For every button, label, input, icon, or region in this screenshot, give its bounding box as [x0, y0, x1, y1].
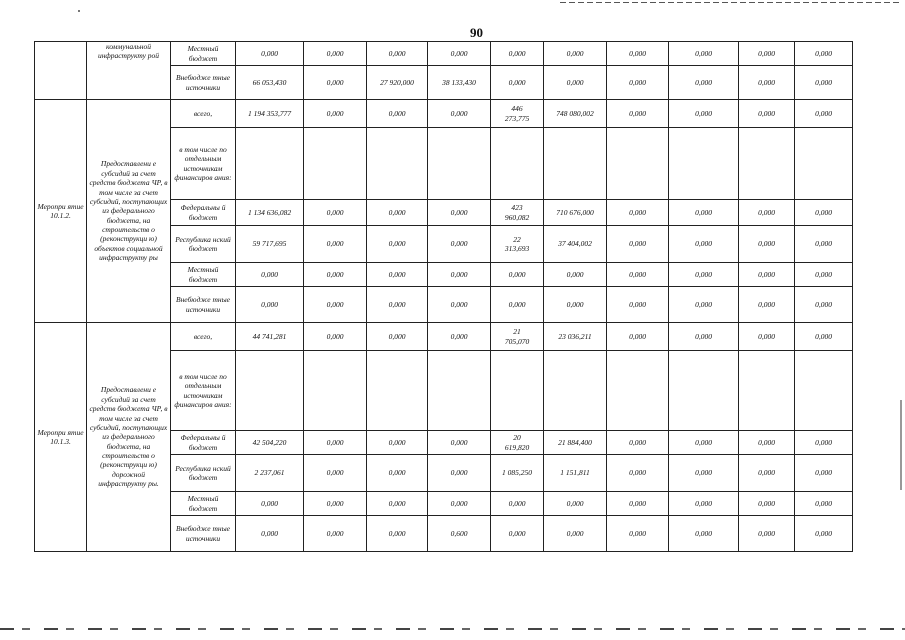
value-cell: 0,000 — [367, 200, 428, 226]
value-cell: 0,000 — [304, 66, 367, 100]
funding-source-cell: Федеральны й бюджет — [171, 200, 236, 226]
value-cell: 0,000 — [304, 200, 367, 226]
value-cell: 0,000 — [428, 323, 491, 351]
value-cell: 0,000 — [544, 263, 607, 287]
scan-artifact-top — [560, 2, 900, 3]
funding-source-cell: Внебюдже тные источники — [171, 516, 236, 552]
page-number: 90 — [470, 25, 483, 40]
value-cell: 0,000 — [304, 100, 367, 128]
value-cell: 0,000 — [428, 492, 491, 516]
value-cell: 0,000 — [669, 66, 739, 100]
value-cell: 42 504,220 — [236, 431, 304, 455]
value-cell: 0,000 — [795, 263, 853, 287]
value-cell: 0,000 — [739, 66, 795, 100]
value-cell: 0,000 — [367, 226, 428, 263]
value-cell: 0,000 — [795, 287, 853, 323]
value-cell: 27 920,000 — [367, 66, 428, 100]
value-cell: 0,000 — [795, 431, 853, 455]
value-cell: 0,000 — [607, 287, 669, 323]
value-cell: 423 960,082 — [491, 200, 544, 226]
value-cell: 22 313,693 — [491, 226, 544, 263]
value-cell: 0,000 — [304, 287, 367, 323]
value-cell — [236, 351, 304, 431]
table-row — [35, 323, 853, 351]
value-cell: 21 884,400 — [544, 431, 607, 455]
value-cell: 0,000 — [491, 263, 544, 287]
funding-table — [34, 41, 853, 552]
value-cell: 0,000 — [428, 200, 491, 226]
value-cell — [367, 128, 428, 200]
value-cell: 0,000 — [491, 42, 544, 66]
value-cell: 0,000 — [795, 100, 853, 128]
description-cell: Предоставлени е субсидий за счет средств бюджета ЧР, в том числе за счет субсидий, поступающих из федерального бюджета, на строительств о (реконструкци ю) объектов социальной инфраструкту ры — [87, 100, 171, 323]
value-cell: 1 134 636,082 — [236, 200, 304, 226]
value-cell: 0,000 — [607, 226, 669, 263]
value-cell: 0,000 — [367, 516, 428, 552]
value-cell: 710 676,000 — [544, 200, 607, 226]
value-cell: 66 053,430 — [236, 66, 304, 100]
value-cell — [304, 351, 367, 431]
value-cell: 0,000 — [428, 455, 491, 492]
value-cell: 0,600 — [428, 516, 491, 552]
value-cell: 0,000 — [669, 287, 739, 323]
value-cell: 0,000 — [607, 455, 669, 492]
value-cell: 1 085,250 — [491, 455, 544, 492]
value-cell: 0,000 — [428, 263, 491, 287]
table-row — [35, 42, 853, 66]
value-cell: 38 133,430 — [428, 66, 491, 100]
value-cell: 0,000 — [607, 492, 669, 516]
value-cell: 0,000 — [739, 263, 795, 287]
value-cell: 0,000 — [236, 516, 304, 552]
value-cell — [739, 351, 795, 431]
value-cell: 0,000 — [304, 455, 367, 492]
value-cell: 0,000 — [739, 287, 795, 323]
value-cell: 20 619,820 — [491, 431, 544, 455]
activity-cell: Меропри ятие 10.1.2. — [35, 100, 87, 323]
description-cell: коммунальной инфраструкту рой — [87, 42, 171, 100]
value-cell — [795, 351, 853, 431]
value-cell: 0,000 — [739, 100, 795, 128]
value-cell: 0,000 — [367, 323, 428, 351]
value-cell: 0,000 — [236, 42, 304, 66]
value-cell: 0,000 — [739, 323, 795, 351]
value-cell: 0,000 — [669, 323, 739, 351]
value-cell: 0,000 — [304, 516, 367, 552]
value-cell — [544, 128, 607, 200]
value-cell: 0,000 — [544, 516, 607, 552]
value-cell: 0,000 — [795, 66, 853, 100]
value-cell: 0,000 — [428, 431, 491, 455]
value-cell — [669, 128, 739, 200]
value-cell: 1 194 353,777 — [236, 100, 304, 128]
value-cell — [669, 351, 739, 431]
value-cell: 0,000 — [669, 100, 739, 128]
scan-artifact-bottom — [0, 628, 905, 630]
value-cell: 0,000 — [544, 66, 607, 100]
value-cell: 0,000 — [669, 492, 739, 516]
value-cell: 0,000 — [544, 492, 607, 516]
funding-source-cell: в том числе по отдельным источникам финансиров ания: — [171, 128, 236, 200]
value-cell: 0,000 — [607, 100, 669, 128]
value-cell — [428, 128, 491, 200]
value-cell — [236, 128, 304, 200]
value-cell: 0,000 — [795, 492, 853, 516]
funding-source-cell: Республика нский бюджет — [171, 226, 236, 263]
value-cell: 0,000 — [304, 323, 367, 351]
funding-source-cell: в том числе по отдельным источникам финансиров ания: — [171, 351, 236, 431]
value-cell: 0,000 — [669, 42, 739, 66]
description-cell: Предоставлени е субсидий за счет средств бюджета ЧР, в том числе за счет субсидий, поступающих из федерального бюджета, на строительств о (реконструкци ю) дорожной инфраструкту ры. — [87, 323, 171, 552]
value-cell — [491, 351, 544, 431]
value-cell: 0,000 — [304, 492, 367, 516]
value-cell: 21 705,070 — [491, 323, 544, 351]
value-cell: 0,000 — [428, 287, 491, 323]
value-cell: 446 273,775 — [491, 100, 544, 128]
funding-source-cell: Местный бюджет — [171, 42, 236, 66]
funding-source-cell: Внебюдже тные источники — [171, 287, 236, 323]
funding-source-cell: Местный бюджет — [171, 492, 236, 516]
funding-source-cell: всего, — [171, 323, 236, 351]
value-cell: 0,000 — [544, 287, 607, 323]
value-cell: 0,000 — [367, 431, 428, 455]
value-cell: 0,000 — [739, 455, 795, 492]
value-cell: 0,000 — [795, 516, 853, 552]
value-cell: 0,000 — [367, 287, 428, 323]
value-cell: 0,000 — [491, 66, 544, 100]
value-cell: 0,000 — [669, 455, 739, 492]
value-cell: 0,000 — [304, 226, 367, 263]
value-cell: 0,000 — [607, 200, 669, 226]
value-cell: 0,000 — [739, 431, 795, 455]
scan-artifact-dot — [78, 10, 80, 12]
value-cell: 0,000 — [304, 431, 367, 455]
funding-source-cell: Федеральны й бюджет — [171, 431, 236, 455]
funding-source-cell: всего, — [171, 100, 236, 128]
value-cell: 0,000 — [739, 200, 795, 226]
value-cell — [491, 128, 544, 200]
value-cell: 0,000 — [739, 492, 795, 516]
value-cell — [607, 351, 669, 431]
value-cell: 0,000 — [669, 200, 739, 226]
value-cell: 0,000 — [669, 226, 739, 263]
value-cell: 0,000 — [491, 516, 544, 552]
value-cell: 0,000 — [367, 455, 428, 492]
value-cell: 748 080,002 — [544, 100, 607, 128]
value-cell: 0,000 — [428, 226, 491, 263]
value-cell: 0,000 — [607, 42, 669, 66]
value-cell: 37 404,002 — [544, 226, 607, 263]
value-cell — [428, 351, 491, 431]
value-cell — [367, 351, 428, 431]
funding-source-cell: Внебюдже тные источники — [171, 66, 236, 100]
value-cell: 59 717,695 — [236, 226, 304, 263]
value-cell: 0,000 — [367, 263, 428, 287]
value-cell: 0,000 — [607, 431, 669, 455]
value-cell: 44 741,281 — [236, 323, 304, 351]
value-cell: 0,000 — [669, 263, 739, 287]
value-cell: 0,000 — [428, 100, 491, 128]
value-cell: 0,000 — [739, 516, 795, 552]
value-cell: 0,000 — [491, 287, 544, 323]
value-cell — [739, 128, 795, 200]
table-row — [35, 100, 853, 128]
value-cell: 0,000 — [367, 492, 428, 516]
value-cell: 0,000 — [607, 263, 669, 287]
value-cell: 0,000 — [428, 42, 491, 66]
value-cell: 0,000 — [607, 516, 669, 552]
value-cell: 1 151,811 — [544, 455, 607, 492]
value-cell — [795, 128, 853, 200]
value-cell: 23 036,211 — [544, 323, 607, 351]
value-cell: 0,000 — [607, 66, 669, 100]
value-cell: 0,000 — [236, 492, 304, 516]
value-cell: 0,000 — [491, 492, 544, 516]
value-cell: 0,000 — [795, 200, 853, 226]
value-cell: 0,000 — [236, 263, 304, 287]
activity-cell — [35, 42, 87, 100]
value-cell — [607, 128, 669, 200]
value-cell: 2 237,061 — [236, 455, 304, 492]
activity-cell: Меропри ятие 10.1.3. — [35, 323, 87, 552]
value-cell: 0,000 — [739, 42, 795, 66]
value-cell: 0,000 — [236, 287, 304, 323]
value-cell: 0,000 — [607, 323, 669, 351]
value-cell — [304, 128, 367, 200]
value-cell: 0,000 — [669, 431, 739, 455]
value-cell: 0,000 — [795, 323, 853, 351]
value-cell: 0,000 — [795, 226, 853, 263]
funding-source-cell: Республика нский бюджет — [171, 455, 236, 492]
value-cell: 0,000 — [739, 226, 795, 263]
value-cell: 0,000 — [544, 42, 607, 66]
value-cell: 0,000 — [304, 42, 367, 66]
scan-artifact-edge — [900, 400, 902, 490]
value-cell — [544, 351, 607, 431]
value-cell: 0,000 — [304, 263, 367, 287]
value-cell: 0,000 — [795, 455, 853, 492]
value-cell: 0,000 — [367, 42, 428, 66]
funding-source-cell: Местный бюджет — [171, 263, 236, 287]
value-cell: 0,000 — [669, 516, 739, 552]
value-cell: 0,000 — [795, 42, 853, 66]
value-cell: 0,000 — [367, 100, 428, 128]
